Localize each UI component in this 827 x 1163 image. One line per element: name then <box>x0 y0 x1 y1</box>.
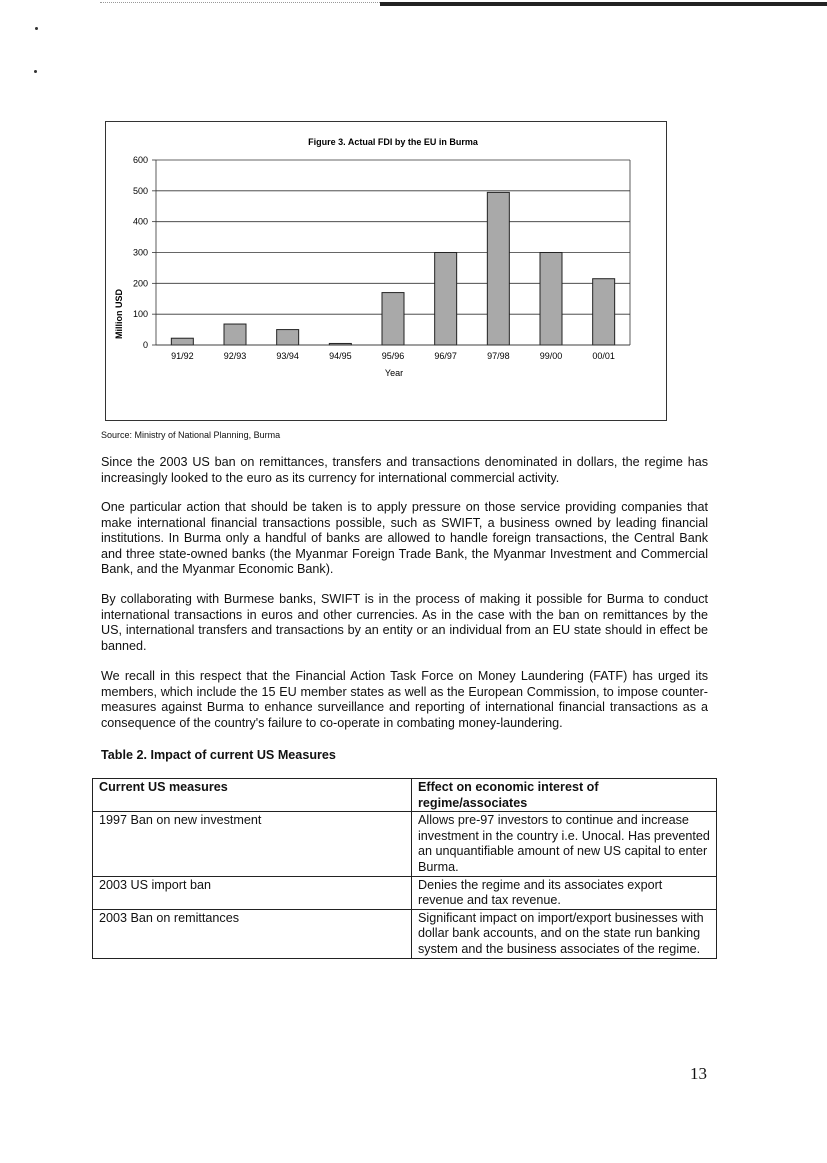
bar <box>435 253 457 346</box>
table-cell: Denies the regime and its associates export revenue and tax revenue. <box>412 876 717 909</box>
table-title: Table 2. Impact of current US Measures <box>101 748 336 762</box>
table-cell: Significant impact on import/export businesses with dollar bank accounts, and on the state run banking system and the business associates of the regime. <box>412 909 717 958</box>
table-header-row <box>93 779 717 812</box>
paragraph: By collaborating with Burmese banks, SWIFT is in the process of making it possible for Burma to conduct international transactions in euros and other currencies. As in the case with the ban on remittances by the US, international transfers and transactions by an entity or an individual from an EU state should in effect be banned. <box>101 592 708 653</box>
paragraph: One particular action that should be taken is to apply pressure on those service providing companies that make international financial transactions possible, such as SWIFT, a business owned by leading financial institutions. In Burma only a handful of banks are allowed to handle foreign transactions, the Central Bank and three state-owned banks (the Myanmar Foreign Trade Bank, the Myanmar Investment and Commercial Bank, and the Myanmar Economic Bank). <box>101 500 708 577</box>
y-tick-label: 400 <box>132 216 148 227</box>
us-measures-table <box>92 778 717 959</box>
chart-xlabel: Year <box>384 368 404 378</box>
bar <box>593 279 615 345</box>
x-tick-label: 92/93 <box>223 351 247 361</box>
y-tick-label: 0 <box>142 340 148 350</box>
bar <box>171 338 193 345</box>
chart-ylabel: Million USD <box>114 289 124 339</box>
scan-top-edge <box>380 2 827 6</box>
bar <box>224 324 246 345</box>
y-tick-label: 300 <box>132 247 148 258</box>
table-cell: 2003 Ban on remittances <box>93 909 412 958</box>
table-row <box>93 876 717 909</box>
x-tick-label: 91/92 <box>171 351 194 361</box>
x-tick-label: 95/96 <box>381 351 405 361</box>
scan-speck <box>35 27 38 30</box>
scan-top-dots <box>100 2 380 3</box>
page-number: 13 <box>690 1064 707 1083</box>
x-tick-label: 94/95 <box>329 351 352 361</box>
bar <box>540 253 562 346</box>
table-cell: 2003 US import ban <box>93 876 412 909</box>
x-tick-label: 99/00 <box>539 351 563 361</box>
table-header-cell: Effect on economic interest of regime/associates <box>412 779 717 812</box>
x-tick-label: 00/01 <box>592 351 615 361</box>
chart-svg <box>106 122 668 422</box>
y-tick-label: 200 <box>132 278 148 289</box>
chart-title: Figure 3. Actual FDI by the EU in Burma <box>308 137 478 147</box>
x-tick-label: 96/97 <box>434 351 457 361</box>
figure-3-chart <box>105 121 667 421</box>
table-cell: Allows pre-97 investors to continue and increase investment in the country i.e. Unocal. Has prevented an unquantifiable amount of new US capital to enter Burma. <box>412 812 717 876</box>
x-tick-label: 93/94 <box>276 351 299 361</box>
table-cell: 1997 Ban on new investment <box>93 812 412 876</box>
bar <box>382 293 404 345</box>
scan-speck <box>34 70 37 73</box>
paragraph: Since the 2003 US ban on remittances, transfers and transactions denominated in dollars, the regime has increasingly looked to the euro as its currency for international commercial activity. <box>101 455 708 485</box>
bar <box>277 330 299 345</box>
bar <box>487 192 509 345</box>
table-row <box>93 909 717 958</box>
figure-source: Source: Ministry of National Planning, Burma <box>101 430 281 440</box>
y-tick-label: 600 <box>132 155 148 165</box>
paragraph: We recall in this respect that the Financial Action Task Force on Money Laundering (FATF) has urged its members, which include the 15 EU member states as well as the European Commission, to impose counter-measures against Burma to enhance surveillance and reporting of international financial transactions as a consequence of the country's failure to co-operate in combating money-laundering. <box>101 669 708 730</box>
table-row <box>93 812 717 876</box>
y-tick-label: 500 <box>132 185 148 196</box>
table-header-cell: Current US measures <box>93 779 412 812</box>
x-tick-label: 97/98 <box>487 351 510 361</box>
y-tick-label: 100 <box>132 309 148 320</box>
